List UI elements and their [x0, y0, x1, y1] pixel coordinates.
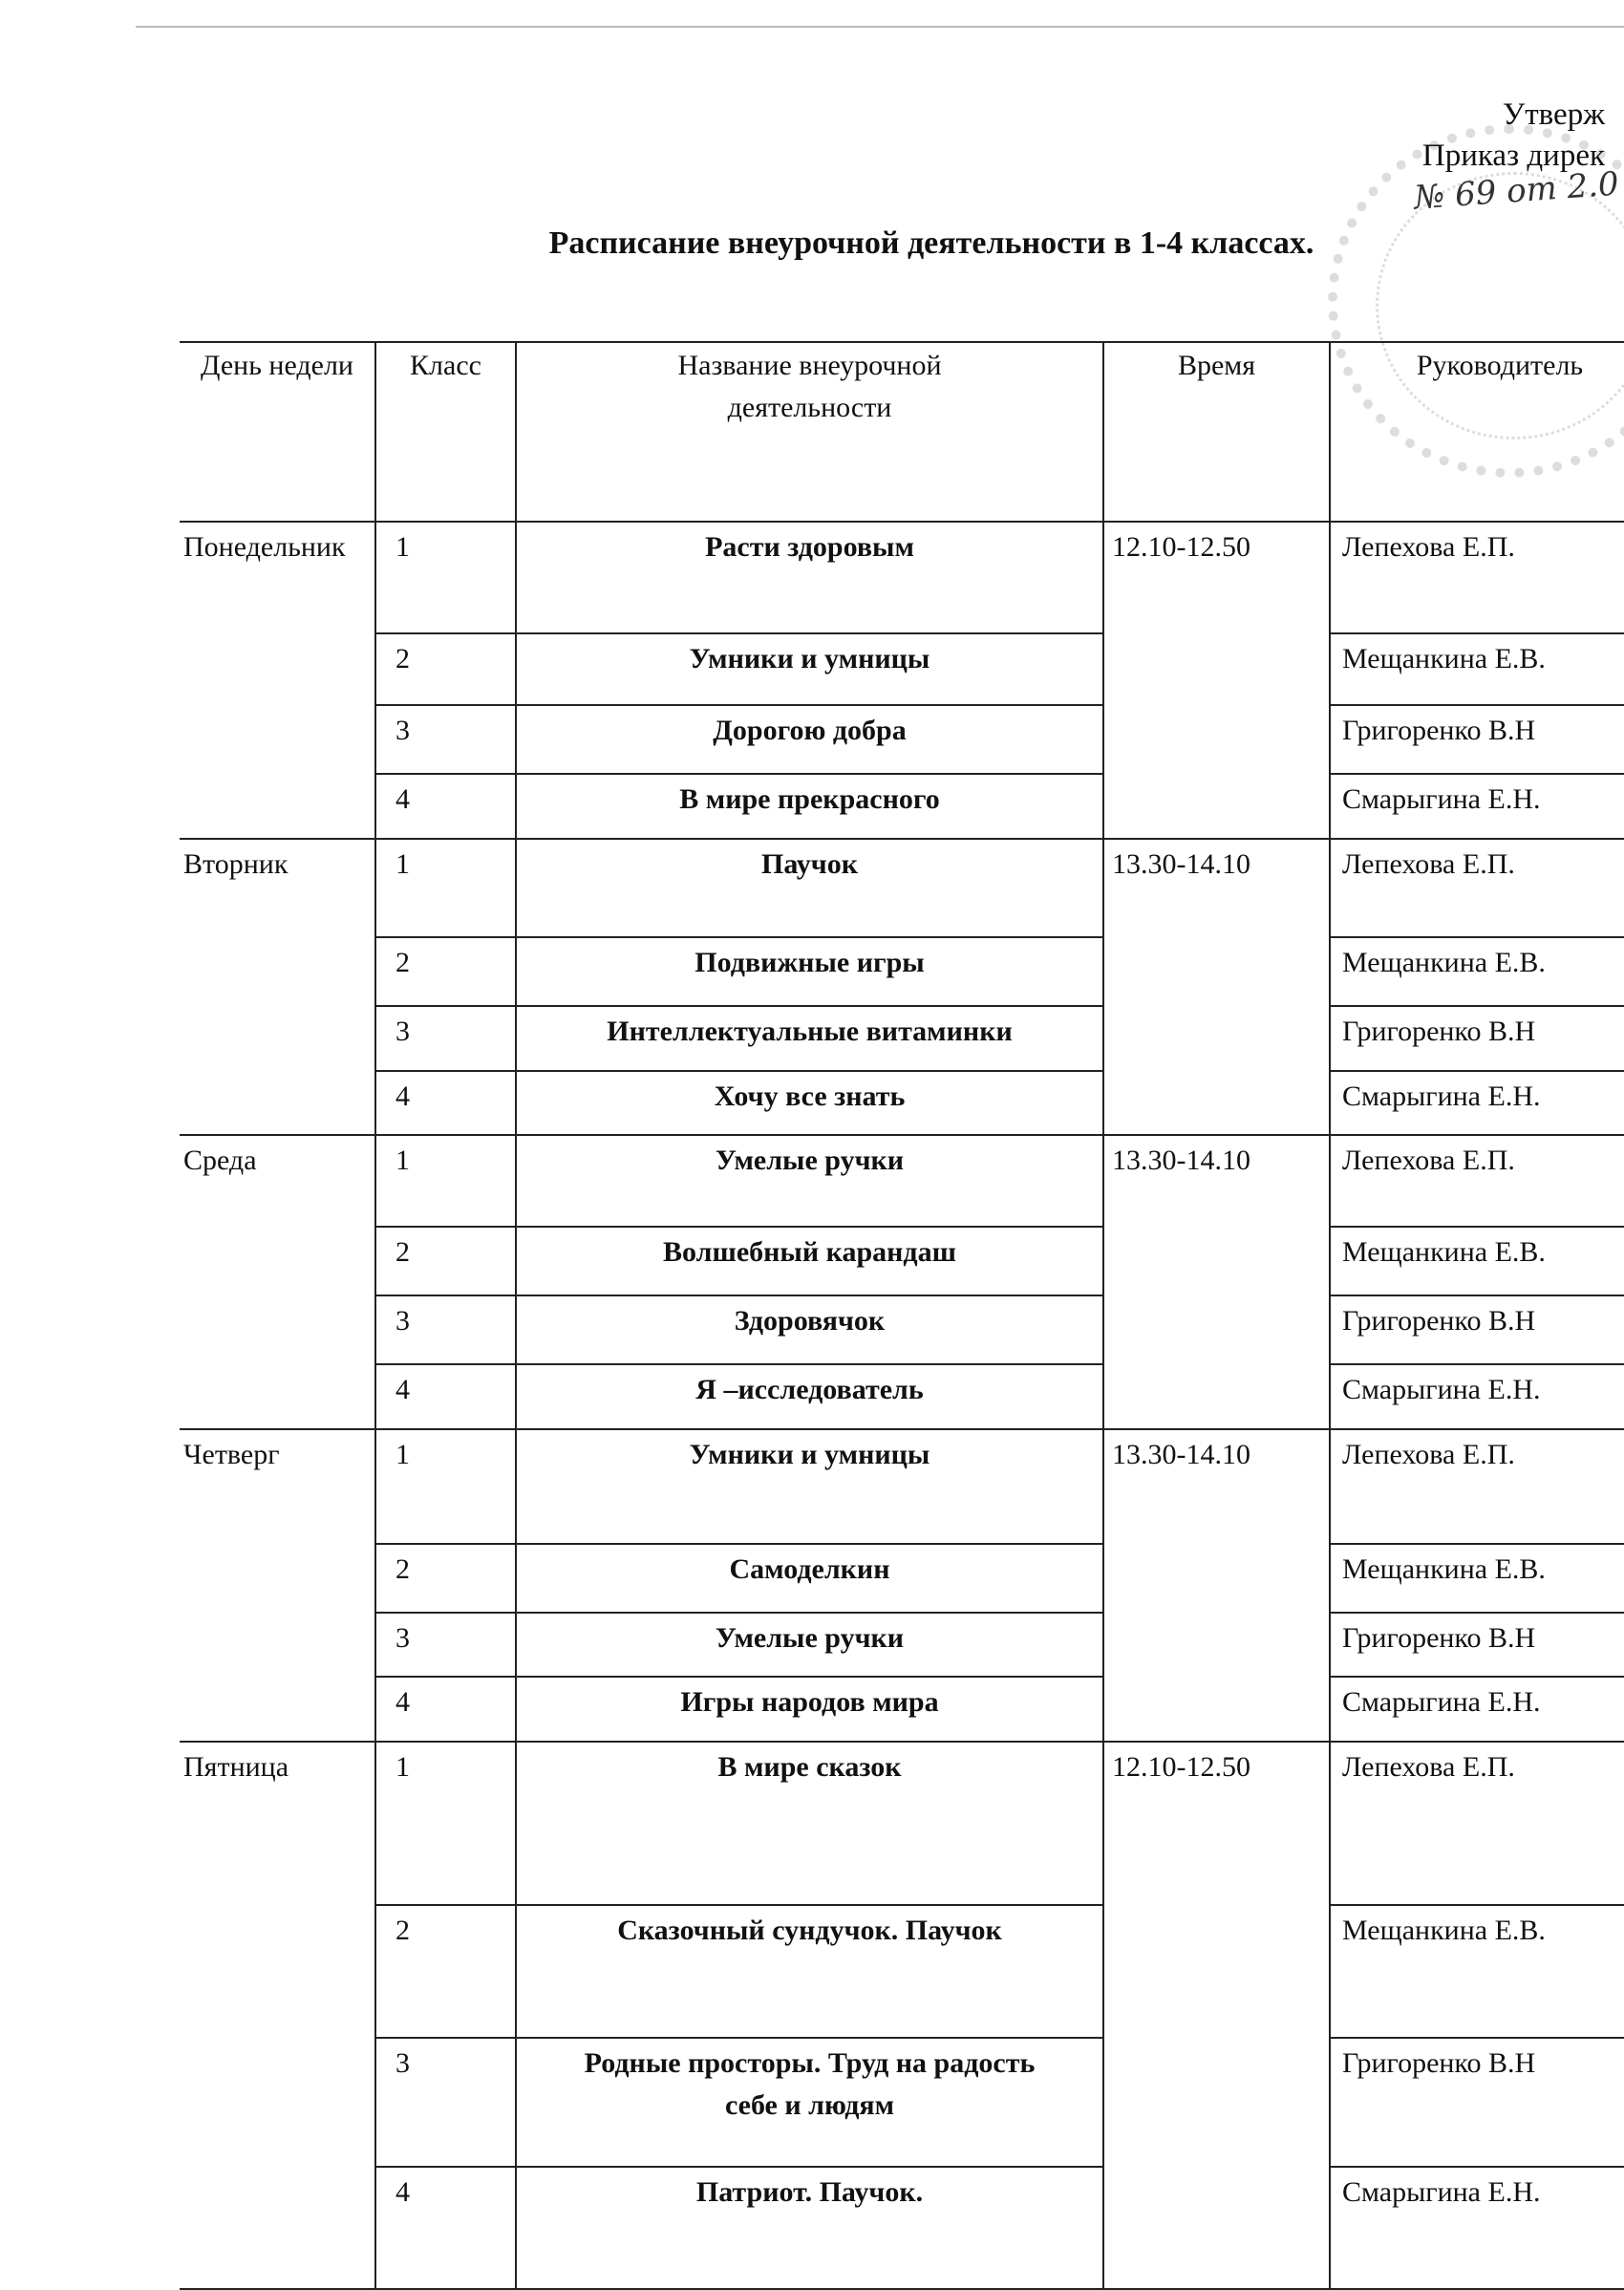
table-row	[180, 1905, 1624, 2039]
class-cell: 4	[375, 774, 516, 839]
activity-cell: Сказочный сундучок. Паучок	[516, 1905, 1103, 2039]
scan-edge-line	[136, 26, 1624, 28]
leader-cell: Смарыгина Е.Н.	[1330, 774, 1624, 839]
leader-cell: Смарыгина Е.Н.	[1330, 1364, 1624, 1429]
time-cell: 13.30-14.10	[1103, 839, 1330, 1136]
handwritten-order-number: № 69 от 2.0	[1412, 164, 1620, 218]
activity-cell: Умелые ручки	[516, 1135, 1103, 1227]
approval-label: Утверж	[1502, 97, 1605, 132]
class-cell: 3	[375, 1006, 516, 1071]
class-cell: 1	[375, 1135, 516, 1227]
activity-cell: Здоровячок	[516, 1295, 1103, 1364]
table-row	[180, 2167, 1624, 2289]
leader-cell: Лепехова Е.П.	[1330, 1429, 1624, 1544]
leader-cell: Григоренко В.Н	[1330, 1295, 1624, 1364]
table-row	[180, 1613, 1624, 1678]
leader-cell: Мещанкина Е.В.	[1330, 937, 1624, 1006]
activity-cell: Я –исследователь	[516, 1364, 1103, 1429]
table-row	[180, 1071, 1624, 1136]
leader-cell: Мещанкина Е.В.	[1330, 1227, 1624, 1295]
order-label: Приказ дирек	[1421, 139, 1605, 173]
class-cell: 2	[375, 1905, 516, 2039]
activity-cell: Хочу все знать	[516, 1071, 1103, 1136]
day-cell: Среда	[180, 1135, 375, 1429]
class-cell: 1	[375, 1742, 516, 1905]
activity-cell: Патриот. Паучок.	[516, 2167, 1103, 2289]
class-cell: 4	[375, 2167, 516, 2289]
class-cell: 2	[375, 633, 516, 705]
leader-cell: Мещанкина Е.В.	[1330, 633, 1624, 705]
table-row	[180, 1364, 1624, 1429]
activity-cell: Умелые ручки	[516, 1613, 1103, 1678]
activity-cell: Самоделкин	[516, 1544, 1103, 1613]
column-header: Руководитель	[1330, 342, 1624, 522]
class-cell: 2	[375, 937, 516, 1006]
time-cell: 13.30-14.10	[1103, 1429, 1330, 1742]
activity-cell: Умники и умницы	[516, 1429, 1103, 1544]
table-row	[180, 1006, 1624, 1071]
table-row	[180, 1677, 1624, 1742]
table-row	[180, 774, 1624, 839]
day-cell: Четверг	[180, 1429, 375, 1742]
leader-cell: Лепехова Е.П.	[1330, 839, 1624, 938]
table-row	[180, 1227, 1624, 1295]
time-cell: 12.10-12.50	[1103, 1742, 1330, 2289]
column-header: Время	[1103, 342, 1330, 522]
class-cell: 1	[375, 522, 516, 633]
schedule-table	[180, 341, 1624, 2290]
class-cell: 2	[375, 1544, 516, 1613]
leader-cell: Лепехова Е.П.	[1330, 1135, 1624, 1227]
leader-cell: Лепехова Е.П.	[1330, 1742, 1624, 1905]
leader-cell: Мещанкина Е.В.	[1330, 1544, 1624, 1613]
class-cell: 1	[375, 839, 516, 938]
table-row	[180, 633, 1624, 705]
leader-cell: Григоренко В.Н	[1330, 1613, 1624, 1678]
leader-cell: Лепехова Е.П.	[1330, 522, 1624, 633]
class-cell: 3	[375, 1613, 516, 1678]
leader-cell: Григоренко В.Н	[1330, 2038, 1624, 2167]
table-row	[180, 839, 1624, 938]
leader-cell: Смарыгина Е.Н.	[1330, 1677, 1624, 1742]
table-row	[180, 937, 1624, 1006]
leader-cell: Смарыгина Е.Н.	[1330, 2167, 1624, 2289]
leader-cell: Григоренко В.Н	[1330, 1006, 1624, 1071]
class-cell: 2	[375, 1227, 516, 1295]
document-title: Расписание внеурочной деятельности в 1-4 классах.	[548, 225, 1314, 261]
activity-cell: Паучок	[516, 839, 1103, 938]
table-row	[180, 705, 1624, 774]
day-cell: Понедельник	[180, 522, 375, 839]
column-header: Класс	[375, 342, 516, 522]
table-row	[180, 2038, 1624, 2167]
class-cell: 1	[375, 1429, 516, 1544]
leader-cell: Григоренко В.Н	[1330, 705, 1624, 774]
day-cell: Пятница	[180, 1742, 375, 2289]
table-row	[180, 522, 1624, 633]
activity-cell: Дорогою добра	[516, 705, 1103, 774]
activity-cell: Игры народов мира	[516, 1677, 1103, 1742]
activity-cell: Подвижные игры	[516, 937, 1103, 1006]
day-cell: Вторник	[180, 839, 375, 1136]
class-cell: 3	[375, 2038, 516, 2167]
activity-cell: Интеллектуальные витаминки	[516, 1006, 1103, 1071]
table-row	[180, 1544, 1624, 1613]
activity-cell: В мире сказок	[516, 1742, 1103, 1905]
activity-cell: В мире прекрасного	[516, 774, 1103, 839]
table-row	[180, 1295, 1624, 1364]
activity-cell: Расти здоровым	[516, 522, 1103, 633]
activity-cell: Волшебный карандаш	[516, 1227, 1103, 1295]
time-cell: 12.10-12.50	[1103, 522, 1330, 839]
activity-cell: Умники и умницы	[516, 633, 1103, 705]
class-cell: 4	[375, 1677, 516, 1742]
column-header: Название внеурочной деятельности	[516, 342, 1103, 522]
activity-cell: Родные просторы. Труд на радость себе и людям	[516, 2038, 1103, 2167]
class-cell: 4	[375, 1071, 516, 1136]
table-row	[180, 1135, 1624, 1227]
leader-cell: Смарыгина Е.Н.	[1330, 1071, 1624, 1136]
table-row	[180, 1742, 1624, 1905]
table-row	[180, 1429, 1624, 1544]
class-cell: 3	[375, 705, 516, 774]
class-cell: 3	[375, 1295, 516, 1364]
column-header: День недели	[180, 342, 375, 522]
time-cell: 13.30-14.10	[1103, 1135, 1330, 1429]
leader-cell: Мещанкина Е.В.	[1330, 1905, 1624, 2039]
class-cell: 4	[375, 1364, 516, 1429]
